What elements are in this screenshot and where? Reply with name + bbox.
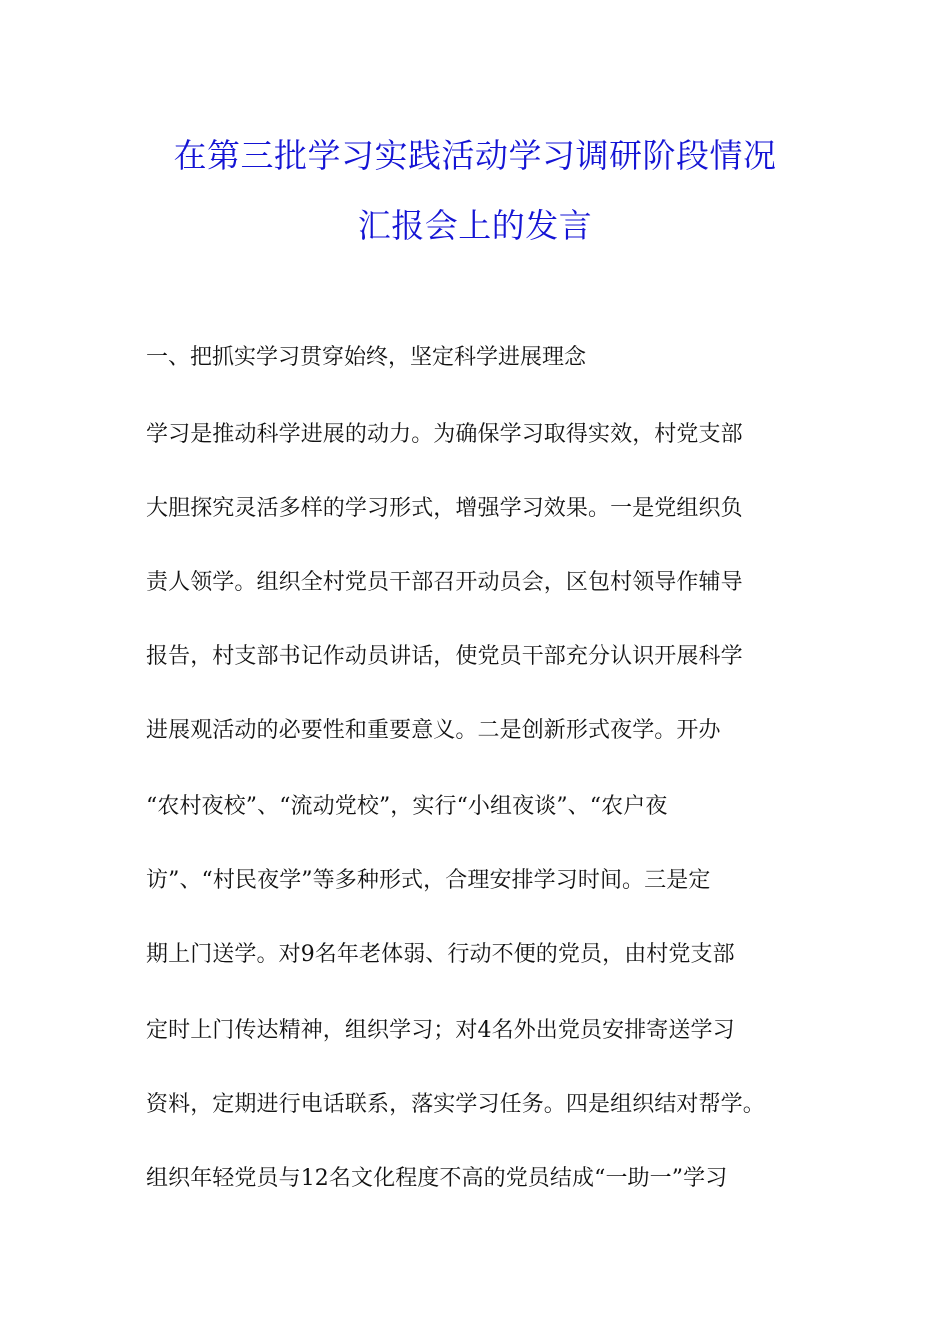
body-line: 定时上门传达精神，组织学习；对4名外出党员安排寄送学习 — [146, 1018, 735, 1043]
body-line: 访”、“村民夜学”等多种形式，合理安排学习时间。三是定 — [146, 868, 711, 893]
body-line: 学习是推动科学进展的动力。为确保学习取得实效，村党支部 — [146, 422, 743, 447]
document-title-line-1: 在第三批学习实践活动学习调研阶段情况 — [173, 136, 777, 175]
document-title-line-2: 汇报会上的发言 — [357, 206, 593, 245]
section-heading: 一、把抓实学习贯穿始终，坚定科学进展理念 — [146, 345, 587, 370]
body-line: 大胆探究灵活多样的学习形式，增强学习效果。一是党组织负 — [146, 496, 743, 521]
body-line: 资料，定期进行电话联系，落实学习任务。四是组织结对帮学。 — [146, 1092, 765, 1117]
body-line: “农村夜校”、“流动党校”，实行“小组夜谈”、“农户夜 — [146, 794, 668, 819]
body-line: 报告，村支部书记作动员讲话，使党员干部充分认识开展科学 — [146, 644, 743, 669]
body-line: 期上门送学。对9名年老体弱、行动不便的党员，由村党支部 — [146, 942, 735, 967]
body-line: 组织年轻党员与12名文化程度不高的党员结成“一助一”学习 — [146, 1166, 728, 1191]
body-line: 进展观活动的必要性和重要意义。二是创新形式夜学。开办 — [146, 718, 721, 743]
body-line: 责人领学。组织全村党员干部召开动员会，区包村领导作辅导 — [146, 570, 743, 595]
